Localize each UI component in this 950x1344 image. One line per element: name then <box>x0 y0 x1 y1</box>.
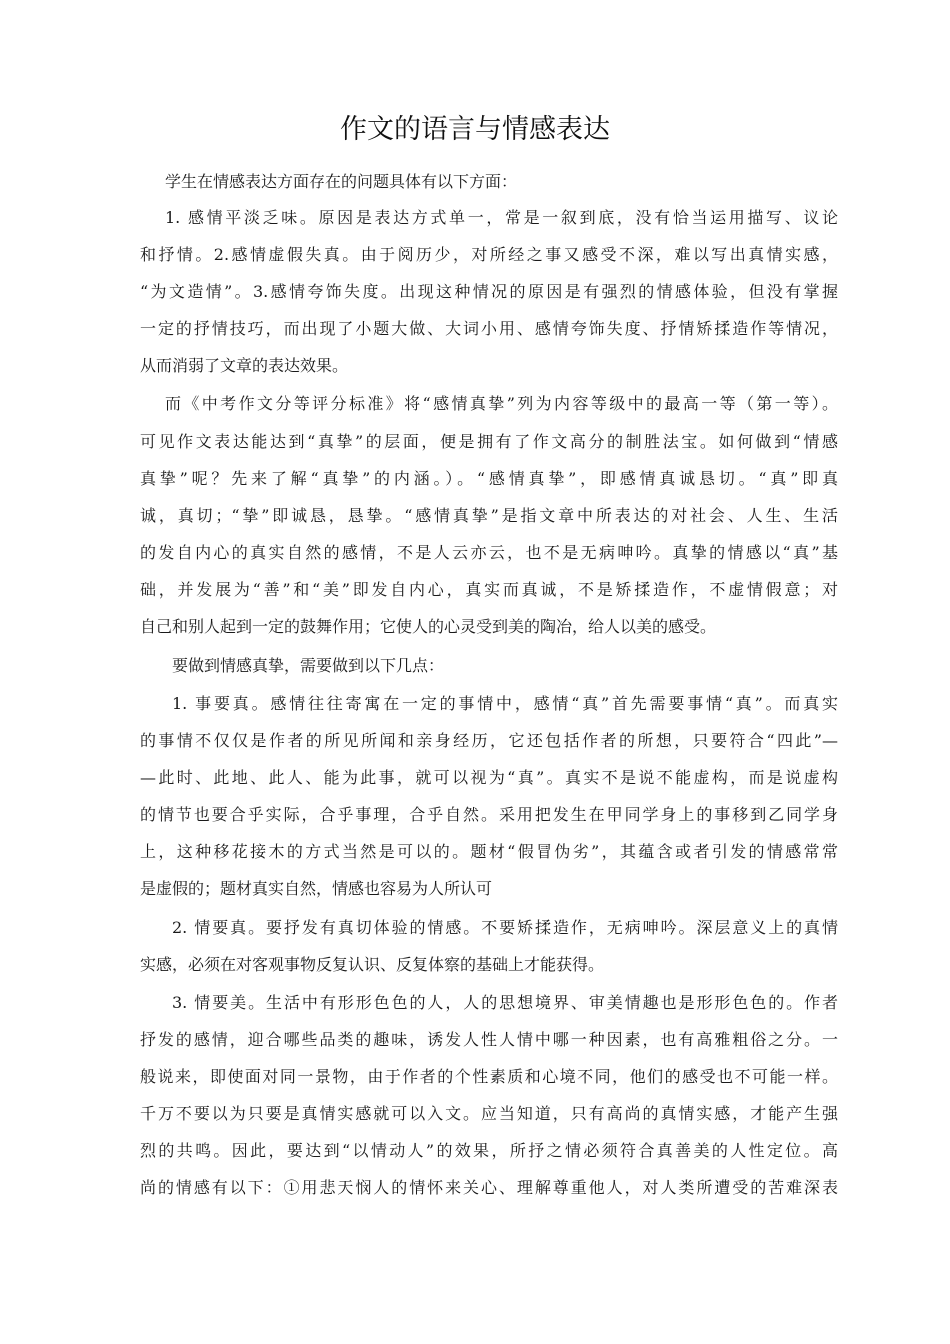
body-line: 2. 情要真。要抒发有真切体验的情感。不要矫揉造作，无病呻吟。深层意义上的真情 <box>172 918 838 937</box>
body-line: 上，这种移花接木的方式当然是可以的。题材“假冒伪劣”，其蕴含或者引发的情感常常 <box>140 842 838 861</box>
body-line: 3. 情要美。生活中有形形色色的人，人的思想境界、审美情趣也是形形色色的。作者 <box>172 993 838 1012</box>
body-line: 千万不要以为只要是真情实感就可以入文。应当知道，只有高尚的真情实感，才能产生强 <box>140 1104 838 1123</box>
body-line: 般说来，即使面对同一景物，由于作者的个性素质和心境不同，他们的感受也不可能一样。 <box>140 1067 838 1086</box>
body-line: 真挚”呢？先来了解“真挚”的内涵。）。“感情真挚”，即感情真诚恳切。“真”即真 <box>140 469 838 488</box>
body-line: 础，并发展为“善”和“美”即发自内心，真实而真诚，不是矫揉造作，不虚情假意；对 <box>140 580 838 599</box>
body-line: 尚的情感有以下：①用悲天悯人的情怀来关心、理解尊重他人，对人类所遭受的苦难深表 <box>140 1178 838 1197</box>
body-line: —此时、此地、此人、能为此事，就可以视为“真”。真实不是说不能虚构，而是说虚构 <box>140 768 838 787</box>
body-line: 要做到情感真挚，需要做到以下几点： <box>172 656 445 675</box>
body-line: 一定的抒情技巧，而出现了小题大做、大词小用、感情夸饰失度、抒情矫揉造作等情况， <box>140 319 838 338</box>
body-line: 诚，真切；“挚”即诚恳，恳挚。“感情真挚”是指文章中所表达的对社会、人生、生活 <box>140 506 838 525</box>
body-line: 抒发的感情，迎合哪些品类的趣味，诱发人性人情中哪一种因素，也有高雅粗俗之分。一 <box>140 1030 838 1049</box>
body-line: 的事情不仅仅是作者的所见所闻和亲身经历，它还包括作者的所想，只要符合“四此”— <box>140 731 838 750</box>
body-line: 和抒情。2.感情虚假失真。由于阅历少，对所经之事又感受不深，难以写出真情实感， <box>140 245 838 264</box>
body-line: 烈的共鸣。因此，要达到“以情动人”的效果，所抒之情必须符合真善美的人性定位。高 <box>140 1141 838 1160</box>
body-line: 实感，必须在对客观事物反复认识、反复体察的基础上才能获得。 <box>140 955 605 974</box>
body-line: 学生在情感表达方面存在的问题具体有以下方面： <box>165 172 518 191</box>
page-title: 作文的语言与情感表达 <box>340 114 610 145</box>
body-line: 自己和别人起到一定的鼓舞作用；它使人的心灵受到美的陶冶，给人以美的感受。 <box>140 617 717 636</box>
body-line: 的发自内心的真实自然的感情，不是人云亦云，也不是无病呻吟。真挚的情感以“真”基 <box>140 543 838 562</box>
body-line: 的情节也要合乎实际，合乎事理，合乎自然。采用把发生在甲同学身上的事移到乙同学身 <box>140 805 838 824</box>
body-line: “为文造情”。3.感情夸饰失度。出现这种情况的原因是有强烈的情感体验，但没有掌握 <box>140 282 838 301</box>
body-line: 而《中考作文分等评分标准》将“感情真挚”列为内容等级中的最高一等（第一等）。 <box>165 394 838 413</box>
body-line: 1. 事要真。感情往往寄寓在一定的事情中，感情“真”首先需要事情“真”。而真实 <box>172 694 838 713</box>
body-line: 从而消弱了文章的表达效果。 <box>140 356 349 375</box>
body-line: 是虚假的；题材真实自然，情感也容易为人所认可 <box>140 879 493 898</box>
body-line: 可见作文表达能达到“真挚”的层面，便是拥有了作文高分的制胜法宝。如何做到“情感 <box>140 432 838 451</box>
body-line: 1. 感情平淡乏味。原因是表达方式单一，常是一叙到底，没有恰当运用描写、议论 <box>165 208 838 227</box>
